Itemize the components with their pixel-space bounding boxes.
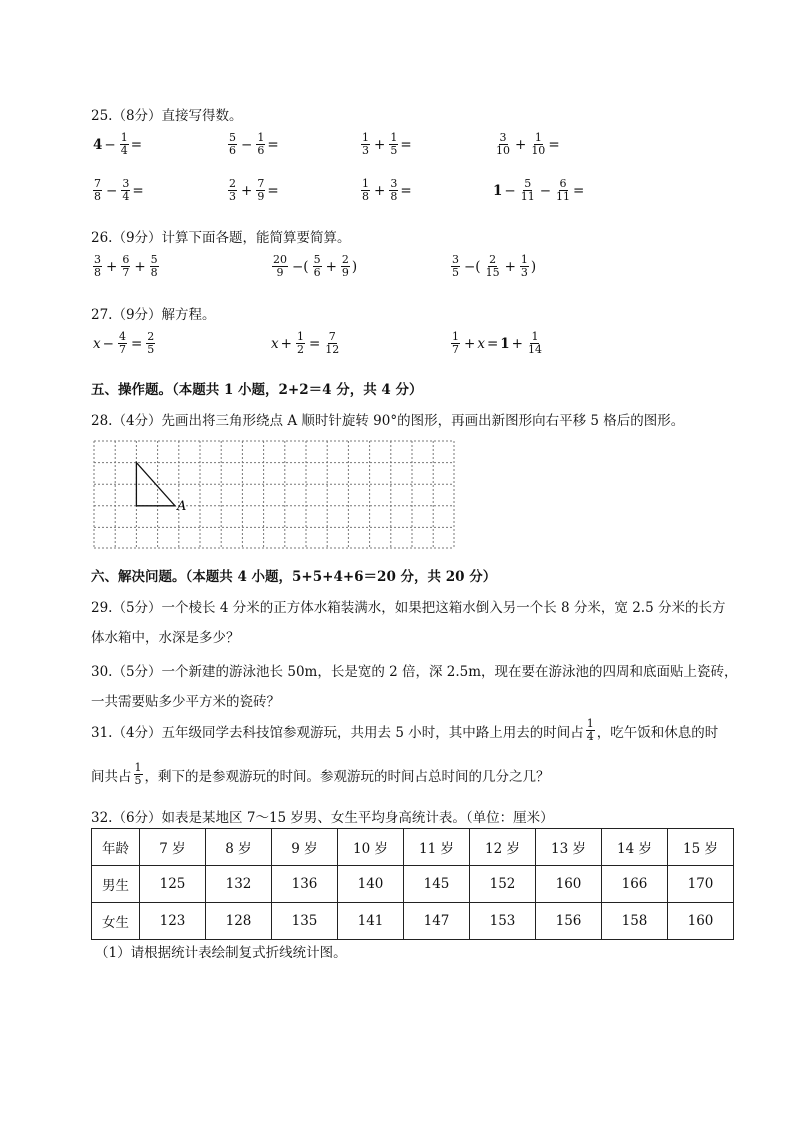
- table-cell: 15 岁: [668, 829, 734, 866]
- table-cell: 11 岁: [404, 829, 470, 866]
- table-cell: 166: [602, 866, 668, 903]
- q25-expr-2: $\frac{5}{6}$ − $\frac{1}{6}$ =: [229, 131, 279, 157]
- table-cell: 160: [536, 866, 602, 903]
- q25-expr-6: $\frac{2}{3}$ + $\frac{7}{9}$ =: [229, 177, 279, 203]
- point-a-label: A: [177, 499, 187, 514]
- q27-expr-1: x − $\frac{4}{7}$ = $\frac{2}{5}$: [93, 330, 155, 356]
- table-cell: 男生: [92, 866, 140, 903]
- table-row-header: [92, 829, 734, 866]
- table-cell: 8 岁: [206, 829, 272, 866]
- q25-expr-5: $\frac{7}{8}$ − $\frac{3}{4}$ =: [94, 177, 144, 203]
- table-cell: 9 岁: [272, 829, 338, 866]
- q28-grid: [93, 440, 457, 550]
- table-cell: 132: [206, 866, 272, 903]
- table-cell: 14 岁: [602, 829, 668, 866]
- table-cell: 135: [272, 903, 338, 940]
- q25-expr-3: $\frac{1}{3}$ + $\frac{1}{5}$ =: [362, 131, 412, 157]
- table-cell: 125: [140, 866, 206, 903]
- table-cell: 156: [536, 903, 602, 940]
- table-cell: 女生: [92, 903, 140, 940]
- table-cell: 170: [668, 866, 734, 903]
- table-cell: 136: [272, 866, 338, 903]
- q27-expr-3: $\frac{1}{7}$ + x = 1 + $\frac{1}{14}$: [452, 330, 542, 356]
- table-cell: 140: [338, 866, 404, 903]
- table-cell: 128: [206, 903, 272, 940]
- q27-expr-2: x + $\frac{1}{2}$ = $\frac{7}{12}$: [271, 330, 340, 356]
- q32-prompt: 32.（6分）如表是某地区 7～15 岁男、女生平均身高统计表。（单位：厘米）: [91, 810, 554, 826]
- table-cell: 10 岁: [338, 829, 404, 866]
- q26-expr-3: $\frac{3}{5}$ −( $\frac{2}{15}$ + $\frac{1}{3}$ ): [452, 253, 537, 279]
- height-table: [91, 828, 734, 940]
- q25-expr-1: 4 − $\frac{1}{4}$ =: [93, 131, 143, 157]
- table-cell: 7 岁: [140, 829, 206, 866]
- q29-line1: 29.（5分）一个棱长 4 分米的正方体水箱装满水，如果把这箱水倒入另一个长 8 分米，宽 2.5 分米的长方: [91, 600, 726, 616]
- q32-sub1: （1）请根据统计表绘制复式折线统计图。: [95, 945, 347, 961]
- q28-prompt: 28.（4分）先画出将三角形绕点 A 顺时针旋转 90°的图形，再画出新图形向右平移 5 格后的图形。: [91, 413, 685, 429]
- q31-line2: 间共占 $\frac{1}{5}$ ，剩下的是参观游玩的时间。参观游玩的时间占总时间的几分之几？: [91, 761, 550, 787]
- section6-title: 六、解决问题。（本题共 4 小题，5+5+4+6＝20 分，共 20 分）: [91, 569, 497, 585]
- table-cell: 158: [602, 903, 668, 940]
- q25-expr-7: $\frac{1}{8}$ + $\frac{3}{8}$ =: [362, 177, 412, 203]
- table-cell: 年龄: [92, 829, 140, 866]
- table-cell: 145: [404, 866, 470, 903]
- q29-line2: 体水箱中，水深是多少？: [91, 630, 240, 646]
- q25-expr-8: 1 − $\frac{5}{11}$ − $\frac{6}{11}$ =: [493, 177, 585, 203]
- q30-line2: 一共需要贴多少平方米的瓷砖？: [91, 694, 280, 710]
- table-cell: 12 岁: [470, 829, 536, 866]
- q25-expr-4: $\frac{3}{10}$ + $\frac{1}{10}$ =: [496, 131, 560, 157]
- table-row-boys: [92, 866, 734, 903]
- q30-line1: 30.（5分）一个新建的游泳池长 50m，长是宽的 2 倍，深 2.5m，现在要在游泳池的四周和底面贴上瓷砖，: [91, 664, 738, 680]
- q26-expr-1: $\frac{3}{8}$ + $\frac{6}{7}$ + $\frac{5}{8}$: [94, 253, 158, 279]
- table-cell: 123: [140, 903, 206, 940]
- grid-lines: [94, 441, 454, 548]
- table-cell: 147: [404, 903, 470, 940]
- q27-prompt: 27.（9分）解方程。: [91, 307, 216, 323]
- q25-prompt: 25.（8分）直接写得数。: [91, 108, 243, 124]
- table-cell: 141: [338, 903, 404, 940]
- table-row-girls: [92, 903, 734, 940]
- q31-line1: 31.（4分）五年级同学去科技馆参观游玩，共用去 5 小时，其中路上用去的时间占 $\frac{1}{4}$ ，吃午饭和休息的时: [91, 717, 719, 743]
- table-cell: 153: [470, 903, 536, 940]
- q26-prompt: 26.（9分）计算下面各题，能简算要简算。: [91, 230, 351, 246]
- section5-title: 五、操作题。（本题共 1 小题，2+2＝4 分，共 4 分）: [91, 382, 423, 398]
- table-cell: 13 岁: [536, 829, 602, 866]
- table-cell: 160: [668, 903, 734, 940]
- table-cell: 152: [470, 866, 536, 903]
- q26-expr-2: $\frac{20}{9}$ −( $\frac{5}{6}$ + $\frac{2}{9}$ ): [273, 253, 358, 279]
